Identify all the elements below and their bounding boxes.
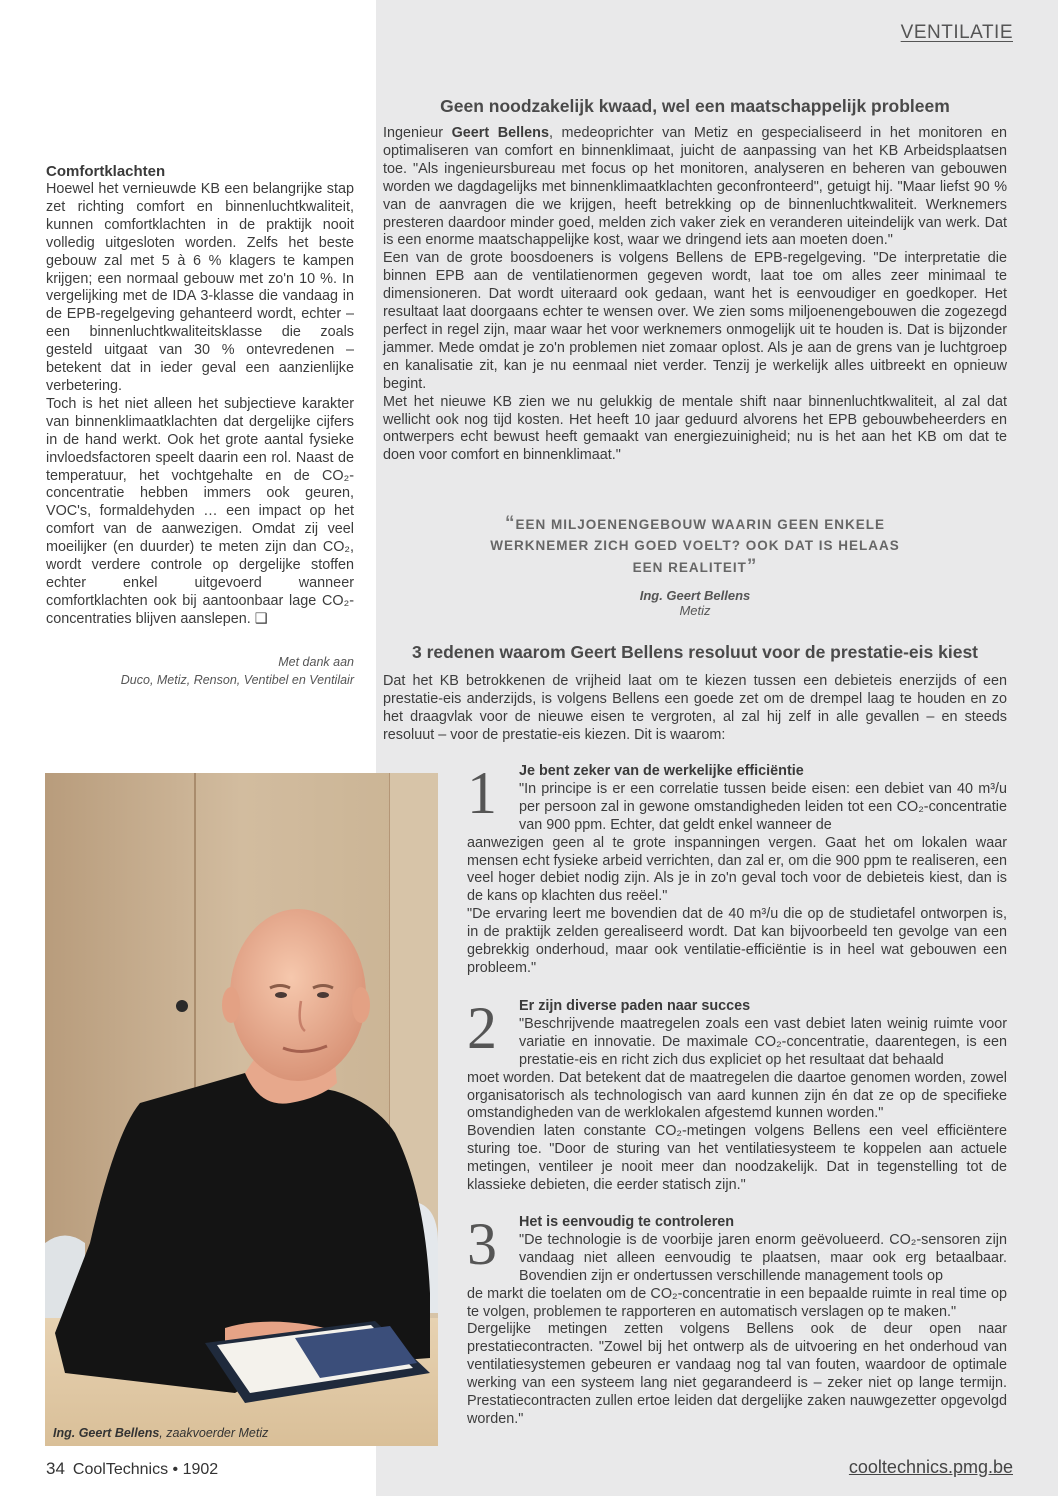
thanks-line-1: Met dank aan: [278, 655, 354, 669]
quote-line-1: EEN MILJOENENGEBOUW WAARIN GEEN ENKELE: [515, 517, 886, 532]
quote-line-2: WERKNEMER ZICH GOED VOELT? OOK DAT IS HELAAS: [490, 538, 900, 553]
quote-organisation: Metiz: [679, 603, 711, 618]
article-paragraph-2: Een van de grote boosdoeners is volgens Bellens de EPB-regelgeving. "De interpretatie die binnen EPB aan de ventilatienormen gegeven wordt, laat toe om alles zeer minimaal te dimensioneren. Dat wordt uiteraard ook gedaan, want het is eenvoudiger en goedkoper. Het resultaat laat doorgaans echter te wensen over. We zien soms miljoenengebouwen die zogezegd perfect in regel zijn, maar waar het voor werknemers onmogelijk uit te houden is. Dat is bijzonder jammer. Mede omdat je zo'n problemen niet zomaar oplost. Als je aan de grens van je luchtgroep en kanalisatie zit, kan je nu eenmaal niet verder. Tenzij je werkelijk alles uitbreekt en opnieuw begint.: [383, 250, 1007, 392]
reasons-intro: Dat het KB betrokkenen de vrijheid laat om te kiezen tussen een debieteis enerzijds of een prestatie-eis anderzijds, is volgens Bellens een goede zet om de drempel laag te houden en zo het draagvlak voor de nieuwe eisen te vergroten, al zal hij zelf in alle gevallen – en steeds resoluut – voor de prestatie-eis kiezen. Dit is waarom:: [383, 673, 1007, 743]
left-paragraph-2: Toch is het niet alleen het subjectieve karakter van binnenklimaatklachten dat dergelijke cijfers in de hand werkt. Ook het grote aantal fysieke invloedsfactoren speelt daarin een rol. Naast de temperatuur, het vochtgehalte en de CO₂-concentratie hebben immers ook geuren, VOC's, formaldehyden … een impact op het comfort van de aanwezigen. Omdat zij veel moeilijker (en duurder) te meten zijn dan CO₂, wordt verdere controle op dergelijke stoffen echter enkel uitgevoerd wanneer comfortklachten ook bij aantoonbaar lage CO₂-concentraties blijven aanslepen. ❑: [46, 395, 354, 627]
quote-author: Ing. Geert Bellens: [639, 588, 751, 603]
pull-quote: [383, 513, 1007, 618]
left-column: [46, 163, 354, 629]
reason-text-rest: moet worden. Dat betekent dat de maatregelen die daartoe genomen worden, zowel organisatorisch als technologisch van aard kunnen zijn én dat ze op de specifieke omstandigheden van de werklokalen afgestemd kunnen worden.": [467, 1069, 1007, 1122]
portrait-photo: [45, 773, 438, 1446]
reason-text-extra: "De ervaring leert me bovendien dat de 40 m³/u die op de studietafel ontworpen is, in de praktijk zelden gerealiseerd wordt. Dat kan bijvoorbeeld ten gevolge van een gebrekkig onderhoud, maar ook ventilatie-efficiëntie is in heel wat gebouwen een probleem.": [467, 906, 1007, 976]
reason-text-first: "De technologie is de voorbije jaren enorm geëvolueerd. CO₂-sensoren zijn vandaag niet alleen eenvoudig te plaatsen, maar ook erg betaalbaar. Bovendien zijn er ondertussen verschillende management tools op: [519, 1231, 1007, 1284]
pull-quote-text: [383, 513, 1007, 578]
page-number: 34: [46, 1459, 65, 1478]
reason-text-first: "Beschrijvende maatregelen zoals een vast debiet laten weinig ruimte voor variatie en innovatie. De maximale CO₂-concentratie, daarentegen, is een prestatie-eis en richt zich dus expliciet op het resultaat dat behaald: [519, 1015, 1007, 1068]
reasons-intro-block: [383, 642, 1007, 745]
left-paragraph-1: Hoewel het vernieuwde KB een belangrijke stap zet richting comfort en binnenluchtkwaliteit, kunnen comfortklachten in de praktijk nooit volledig uitgesloten worden. Zelfs het beste gebouw zal met 5 à 6 % klagers te kampen krijgen; een normaal gebouw met zo'n 10 %. In vergelijking met de IDA 3-klasse die vandaag in de EPB-regelgeving gehanteerd wordt, echter – een binnenluchtkwaliteitsklasse die zoals gesteld uitgaat van 30 % ontevredenen – betekent dat in ieder geval een aanzienlijke verbetering.: [46, 181, 354, 394]
intro-prefix: Ingenieur: [383, 125, 452, 141]
reason-text-extra: Bovendien laten constante CO₂-metingen volgens Bellens een veel efficiëntere sturing toe. "Door de sturing van het ventilatiesysteem te koppelen aan actuele metingen, ventileer je nooit meer dan noodzakelijk. Dat in tegenstelling tot de klassieke debieten, die eerder statisch zijn.": [467, 1123, 1007, 1194]
reason-title: Er zijn diverse paden naar succes: [519, 998, 751, 1014]
reason-number: 3: [467, 1211, 497, 1277]
reason-1: [467, 760, 1007, 978]
photo-caption: [53, 1426, 268, 1440]
magazine-name: CoolTechnics • 1902: [72, 1461, 219, 1478]
reason-text-extra: Dergelijke metingen zetten volgens Bellens ook de deur open naar prestatiecontracten. "Zowel bij het ontwerp als de uitvoering en het onderhoud van ventilatiesystemen gebeuren er vandaag nog tal van fouten, waardoor de optimale werking van een systeem lang niet gegarandeerd is – zeker niet op lange termijn. Prestatiecontracten zullen ertoe leiden dat dergelijke zaken nauwgezetter opgevolgd worden.": [467, 1321, 1007, 1427]
article-paragraph-3: Met het nieuwe KB zien we nu gelukkig de mentale shift naar binnenluchtkwaliteit, al zal dat wellicht ook nog tijd kosten. Het heeft 10 jaar geduurd alvorens het EPB gebouwbeheerders en ontwerpers echt bewust heeft gemaakt van energiezuinigheid; nu is het aan het KB om dat te doen voor comfort en binnenklimaat.": [383, 393, 1007, 464]
reason-text-rest: de markt die toelaten om de CO₂-concentratie in een bepaalde ruimte in real time op te volgen, problemen te rapporteren en automatisch verslagen op te maken.": [467, 1285, 1007, 1320]
reason-number: 2: [467, 995, 497, 1061]
reason-title: Het is eenvoudig te controleren: [519, 1214, 735, 1230]
reason-text-rest: aanwezigen geen al te grote inspanningen vergen. Gaat het om lokalen waar mensen echt fysieke arbeid verrichten, dan zal er, om die 900 ppm te realiseren, een veel hoger debiet nodig zijn. Als je in zo'n geval toch voor de debieteis kiest, dan is de kans op klachten dus reëel.": [467, 834, 1007, 905]
reason-number: 1: [467, 760, 497, 826]
quote-line-3: EEN REALITEIT: [632, 560, 747, 575]
quote-close-mark: ”: [746, 556, 758, 577]
reasons-heading: 3 redenen waarom Geert Bellens resoluut voor de prestatie-eis kiest: [411, 642, 979, 662]
article-block: [383, 96, 1007, 465]
reason-3: [467, 1211, 1007, 1429]
intro-name: Geert Bellens: [451, 125, 549, 141]
reason-title: Je bent zeker van de werkelijke efficiëntie: [519, 763, 804, 779]
intro-rest: , medeoprichter van Metiz en gespecialiseerd in het monitoren en optimaliseren van comfort en binnenklimaat, juicht de aanpassing van het KB Arbeidsplaatsen toe. "Als ingenieursbureau met focus op het monitoren, analyseren en beheren van gebouwen worden we dagdagelijks met binnenklimaatklachten geconfronteerd", getuigt hij. "Maar liefst 90 % van de aanvragen die we krijgen, heeft betrekking op de binnenluchtkwaliteit. Werknemers presteren daardoor minder goed, melden zich vaker ziek en veranderen uiteindelijk van werk. Dat is een enorme maatschappelijke kost, waar we dringend iets aan moeten doen.": [383, 125, 1007, 249]
caption-name: Ing. Geert Bellens: [53, 1426, 160, 1440]
article-heading: Geen noodzakelijk kwaad, wel een maatschappelijk probleem: [440, 96, 950, 116]
left-heading: Comfortklachten: [46, 163, 166, 180]
thanks-line-2: Duco, Metiz, Renson, Ventibel en Ventilair: [120, 673, 354, 687]
acknowledgement: [46, 653, 354, 689]
reason-text-first: "In principe is er een correlatie tussen beide eisen: een debiet van 40 m³/u per persoon zal in gewone omstandigheden leiden tot een CO₂-concentratie van 900 ppm. Echter, dat geldt enkel wanneer de: [519, 780, 1007, 833]
website-link[interactable]: cooltechnics.pmg.be: [848, 1457, 1013, 1477]
quote-open-mark: “: [504, 513, 516, 534]
section-tag: VENTILATIE: [900, 22, 1013, 43]
portrait-illustration: [45, 773, 438, 1446]
caption-role: , zaakvoerder Metiz: [159, 1426, 269, 1440]
reason-2: [467, 995, 1007, 1195]
article-intro: [383, 125, 1007, 250]
footer-left: [46, 1459, 218, 1479]
